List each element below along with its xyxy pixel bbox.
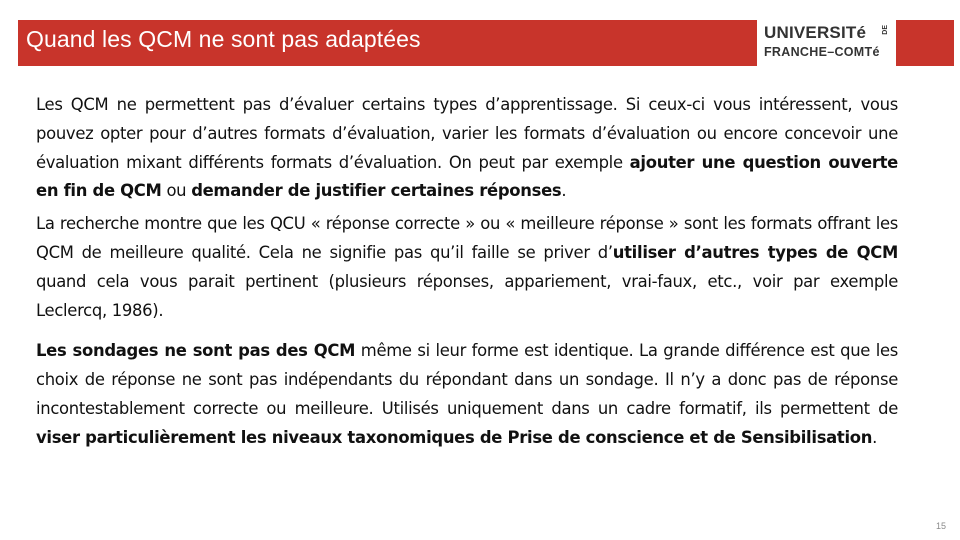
- bold-run: ajouter une question ouverte en fin de QCM: [36, 152, 898, 201]
- logo-line-universite: UNIVERSITé: [764, 23, 867, 42]
- page-number: 15: [935, 521, 946, 531]
- logo-de: DE: [882, 25, 889, 35]
- bold-run: Les sondages ne sont pas des QCM: [36, 341, 356, 361]
- text-run: quand cela vous parait pertinent (plusieurs réponses, appariement, vrai-faux, etc., voir par exemple Leclercq, 1986).: [36, 271, 898, 320]
- bold-run: demander de justifier certaines réponses: [191, 181, 562, 201]
- text-run: .: [561, 181, 567, 201]
- text-run: ou: [161, 181, 192, 201]
- bold-run: viser particulièrement les niveaux taxonomiques de Prise de conscience et de Sensibilisation: [36, 427, 873, 447]
- logo-line-franche-comte: FRANCHE–COMTé: [764, 45, 880, 59]
- paragraph-surveys: [36, 337, 898, 452]
- text-run: La recherche montre que les QCU « réponse correcte » ou « meilleure réponse » sont les formats offrant les QCM de meilleure qualité. Cela ne signifie pas qu’il faille se priver d’: [36, 214, 898, 262]
- paragraph-qcm-limits: [36, 91, 898, 206]
- university-logo: [757, 20, 896, 66]
- text-run: même si leur forme est identique. La grande différence est que les choix de réponse ne sont pas indépendants du répondant dans un sondage. Il n’y a donc pas de réponse incontestablement correcte ou meilleure. Utilisés uniquement dans un cadre formatif, ils permettent de: [36, 341, 898, 418]
- text-run: .: [872, 427, 878, 447]
- bold-run: utiliser d’autres types de QCM: [612, 242, 898, 262]
- paragraph-qcu-research: [36, 210, 898, 325]
- slide-body: [36, 91, 898, 453]
- text-run: Les QCM ne permettent pas d’évaluer certains types d’apprentissage. Si ceux-ci vous intéressent, vous pouvez opter pour d’autres formats d’évaluation, varier les formats d’évaluation ou encore concevoir une évaluation mixant différents formats d’évaluation. On peut par exemple: [36, 95, 898, 172]
- slide-title: Quand les QCM ne sont pas adaptées: [26, 26, 421, 52]
